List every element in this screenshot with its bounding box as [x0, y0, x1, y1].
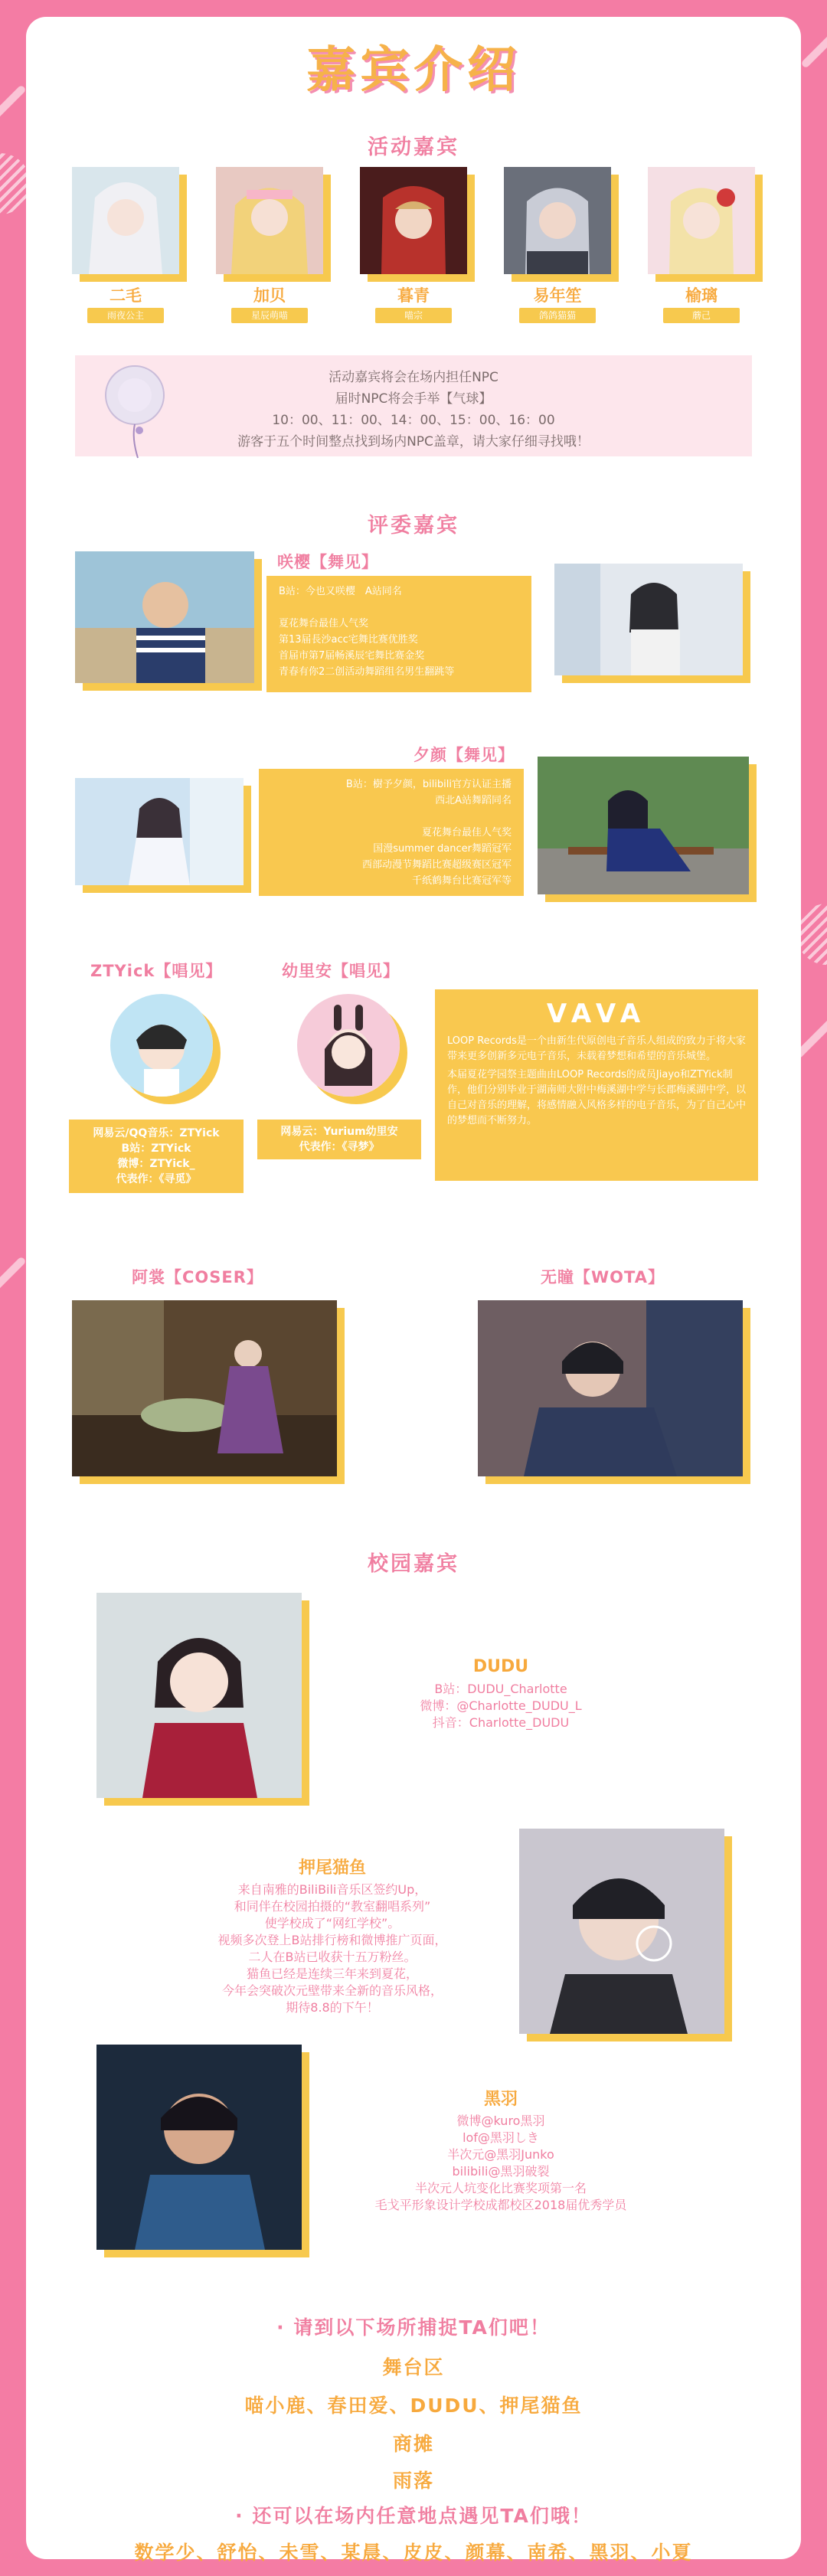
- judge-bio-spacer: [271, 809, 512, 825]
- campus-guest-photo: [96, 1593, 302, 1798]
- loop-paragraph: 本届夏花学园祭主题曲由LOOP Records的成员Jiayo和ZTYick制作，他们分别毕业于湖南师大附中梅溪湖中学与长郡梅溪湖中学，以自己对音乐的理解，将感情融入风格多样的电子音乐，为了自己心中的梦想而不断努力。: [447, 1069, 747, 1126]
- campus-guest-name: DUDU: [472, 1657, 529, 1676]
- guest-photo: [504, 167, 611, 274]
- guest-name: 暮青: [397, 286, 430, 305]
- stripe-decoration: [800, 31, 827, 68]
- singer-info-line: 微博：ZTYick_: [117, 1158, 195, 1170]
- stage-label: 舞台区: [382, 2356, 445, 2378]
- npc-text-line: 10：00、11：00、14：00、15：00、16：00: [272, 413, 555, 428]
- anywhere-names: 数学少、舒怡、未雪、某晨、皮皮、颜幕、南希、黑羽、小夏: [134, 2542, 693, 2564]
- judge-photo: [75, 778, 244, 885]
- yamao-info: [164, 1855, 501, 2016]
- booth-label: 商摊: [392, 2433, 434, 2455]
- guest-photo: [360, 167, 467, 274]
- npc-info-box: [75, 355, 752, 456]
- judge-bio-line: B站：今也又咲樱 A站同名: [279, 586, 402, 597]
- campus-guest-line: 毛戈平形象设计学校成都校区2018届优秀学员: [374, 2198, 627, 2212]
- campus-guest-name: 黑羽: [483, 2090, 518, 2109]
- singer-info-line: 代表作：《寻觅》: [116, 1173, 197, 1185]
- singer-info-line: 代表作：《寻梦》: [299, 1141, 380, 1153]
- npc-text-line: 活动嘉宾将会在场内担任NPC: [329, 370, 498, 385]
- guest-name: 榆璃: [685, 286, 717, 305]
- guest-tag: 雨夜公主: [87, 308, 164, 323]
- stripe-decoration: [0, 84, 27, 122]
- heiyu-info: [317, 2086, 685, 2214]
- campus-guest-line: 视频多次登上B站排行榜和微博推广页面，: [217, 1933, 447, 1947]
- campus-guest-line: 猫鱼已经是连续三年来到夏花，: [246, 1966, 418, 1981]
- campus-guest-line: bilibili@黑羽破裂: [452, 2164, 550, 2179]
- anywhere-heading: · 还可以在场内任意地点遇见TA们哦！: [235, 2505, 592, 2527]
- catch-heading: · 请到以下场所捕捉TA们吧！: [276, 2316, 551, 2339]
- judge-bio-line: 西北A站舞蹈同名: [435, 795, 512, 806]
- guest-tag: 喵宗: [375, 308, 452, 323]
- section-title-activity: 活动嘉宾: [368, 136, 459, 159]
- campus-guest-line: B站：DUDU_Charlotte: [434, 1682, 567, 1696]
- stage-names: 喵小鹿、春田爱、DUDU、押尾猫鱼: [244, 2395, 583, 2417]
- guest-tag: 蘑己: [663, 308, 740, 323]
- section-title-campus: 校园嘉宾: [368, 1552, 459, 1576]
- guest-tag: 鸽鸽猫猫: [519, 308, 596, 323]
- avatar: [297, 994, 400, 1097]
- campus-guest-line: 二人在B站已收获十五万粉丝。: [248, 1950, 417, 1964]
- campus-guest-line: 今年会突破次元壁带来全新的音乐风格，: [221, 1983, 443, 1998]
- judge-bio-line: B站：樹予夕颜，bilibili官方认证主播: [345, 779, 512, 790]
- judge-name: 夕颜【舞见】: [414, 746, 515, 764]
- guest-photo: [72, 167, 179, 274]
- section-title-judges: 评委嘉宾: [368, 514, 459, 538]
- campus-guest-line: lof@黑羽しき: [463, 2130, 539, 2145]
- judge-name: 无瞳【WOTA】: [541, 1268, 665, 1286]
- loop-logo: VAVA: [546, 999, 647, 1029]
- judge-bio-line: 国漫summer dancer舞蹈冠军: [373, 843, 512, 855]
- singer-info-box: [257, 1120, 421, 1159]
- npc-text-line: 届时NPC将会手举【气球】: [335, 391, 492, 407]
- judge-bio-line: 夏花舞台最佳人气奖: [421, 827, 512, 839]
- guest-name: 易年笙: [533, 286, 582, 305]
- singer-info-line: 网易云/QQ音乐：ZTYick: [93, 1127, 220, 1139]
- judge-bio-line: 西部动漫节舞蹈比赛超级赛区冠军: [361, 859, 512, 871]
- stripe-decoration: [0, 1256, 27, 1293]
- singer-info-box: [69, 1120, 244, 1193]
- judge-bio-line: 千纸鹤舞台比赛冠军等: [411, 875, 512, 887]
- judge-bio-line: 首届市第7届畅溪辰宅舞比赛金奖: [279, 650, 425, 662]
- judge-bio-box: [259, 769, 524, 896]
- campus-guest-line: 半次元@黑羽Junko: [447, 2147, 554, 2162]
- rain-label: 雨落: [392, 2470, 434, 2492]
- judge-name: 咲樱【舞见】: [277, 553, 378, 571]
- dudu-info: [332, 1657, 669, 1731]
- page-title: 嘉宾介绍: [306, 42, 521, 99]
- campus-guest-photo: [96, 2045, 302, 2250]
- guest-photo: [216, 167, 323, 274]
- campus-guest-line: 半次元人坑变化比赛奖项第一名: [414, 2181, 587, 2195]
- npc-text-line: 游客于五个时间整点找到场内NPC盖章，请大家仔细寻找哦！: [237, 434, 590, 449]
- guest-photo: [648, 167, 755, 274]
- judge-photo: [75, 551, 254, 683]
- campus-guest-line: 微博：@Charlotte_DUDU_L: [420, 1698, 582, 1713]
- loop-records-box: [435, 989, 758, 1181]
- campus-guest-line: 微博@kuro黑羽: [456, 2113, 545, 2128]
- judge-bio-spacer: [279, 600, 519, 616]
- judge-photo: [478, 1300, 743, 1476]
- campus-guest-line: 使学校成了“网红学校”。: [264, 1916, 400, 1930]
- judge-bio-line: 青春有你2二创活动舞蹈组名男生翻跳等: [279, 666, 455, 678]
- singer-info-line: B站：ZTYick: [121, 1143, 191, 1155]
- judge-bio-box: [266, 576, 531, 692]
- striped-circle-decoration: [796, 904, 827, 965]
- campus-guest-line: 抖音：Charlotte_DUDU: [432, 1715, 570, 1730]
- judge-name: 阿裳【COSER】: [132, 1268, 263, 1286]
- campus-guest-name: 押尾猫鱼: [298, 1858, 366, 1878]
- loop-paragraph: LOOP Records是一个由新生代原创电子音乐人组成的致力于将大家带来更多创新多元电子音乐，未载着梦想和希望的音乐城堡。: [447, 1035, 746, 1062]
- judge-photo: [538, 757, 749, 894]
- judge-photo: [554, 564, 743, 675]
- guest-name: 加贝: [253, 286, 286, 305]
- campus-guest-photo: [519, 1829, 724, 2034]
- content-panel: [26, 17, 801, 2564]
- avatar: [110, 994, 213, 1097]
- campus-guest-line: 期待8.8的下午！: [286, 2000, 379, 2015]
- guest-tag: 星辰萌喵: [231, 308, 308, 323]
- judge-photo: [72, 1300, 337, 1476]
- campus-guest-line: 来自南雅的BiliBili音乐区签约Up，: [237, 1882, 427, 1897]
- judge-bio-line: 夏花舞台最佳人气奖: [279, 618, 369, 629]
- judge-bio-line: 第13届長沙acc宅舞比赛优胜奖: [279, 634, 418, 646]
- judge-name: ZTYick【唱见】: [90, 962, 223, 980]
- guest-name: 二毛: [110, 286, 142, 305]
- campus-guest-line: 和同伴在校园拍摄的“教室翻唱系列”: [234, 1899, 431, 1914]
- judge-name: 幼里安【唱见】: [282, 962, 400, 980]
- singer-info-line: 网易云：Yurium幼里安: [280, 1126, 398, 1138]
